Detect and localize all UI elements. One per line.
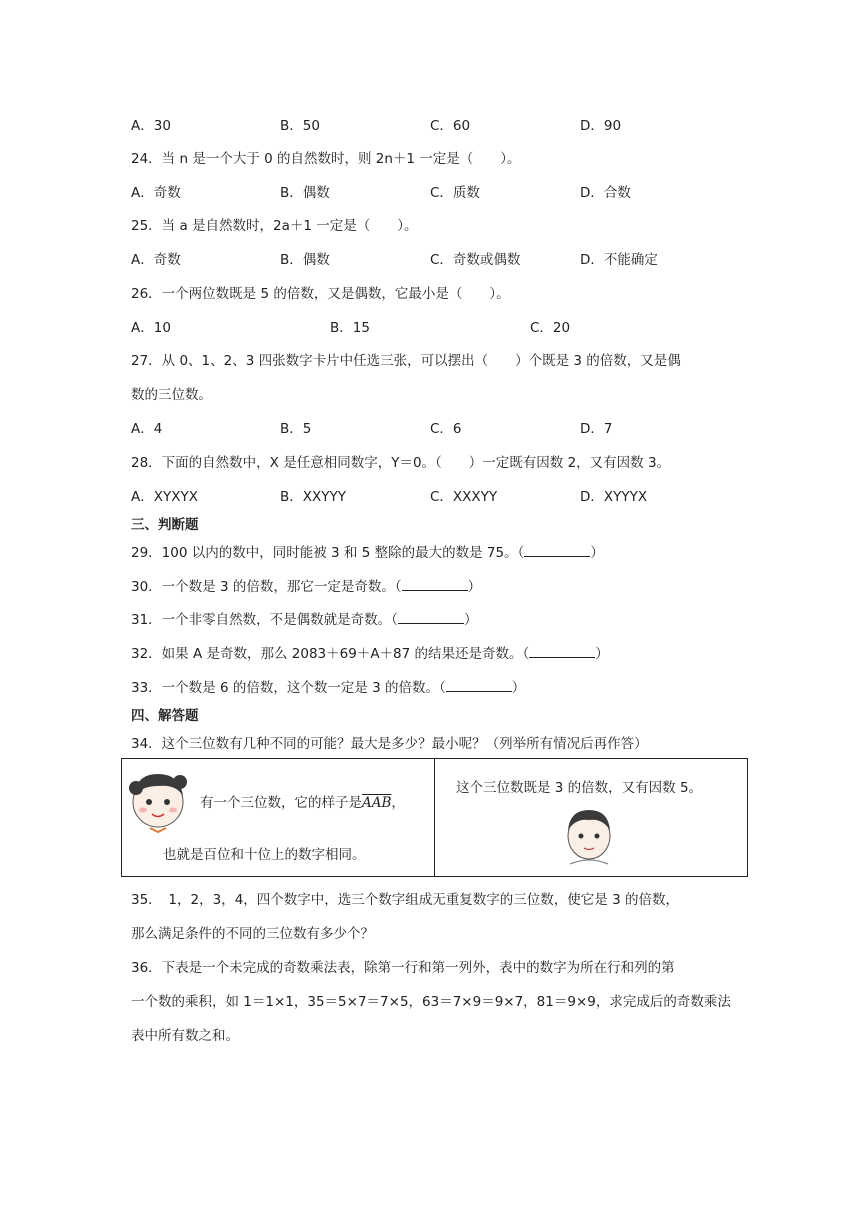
q36-line3: 表中所有数之和。 xyxy=(131,1028,239,1044)
q23-option-c: C．60 xyxy=(430,118,471,134)
q32-judge: 32．如果 A 是奇数，那么 2083＋69＋A＋87 的结果还是奇数。（ ） xyxy=(131,646,609,662)
q23-option-d: D．90 xyxy=(580,118,622,134)
q28-option-a: A．XYXYX xyxy=(131,489,198,505)
q27-option-d: D．7 xyxy=(580,421,613,437)
q34-stem: 34．这个三位数有几种不同的可能？最大是多少？最小呢？（列举所有情况后再作答） xyxy=(131,736,648,752)
q34-right-text: 这个三位数既是 3 的倍数，又有因数 5。 xyxy=(456,780,703,796)
q25-option-a: A．奇数 xyxy=(131,252,181,268)
q27-stem-line2: 数的三位数。 xyxy=(131,387,212,403)
answer-blank[interactable] xyxy=(402,577,468,591)
q31-judge: 31．一个非零自然数，不是偶数就是奇数。（ ） xyxy=(131,612,478,628)
q25-stem: 25．当 a 是自然数时，2a＋1 一定是（ ）。 xyxy=(131,218,418,234)
q24-option-c: C．质数 xyxy=(430,185,480,201)
girl-face-icon xyxy=(128,766,198,836)
section-title-judge: 三、判断题 xyxy=(131,517,199,533)
q25-option-b: B．偶数 xyxy=(280,252,330,268)
q27-option-a: A．4 xyxy=(131,421,163,437)
q28-stem: 28．下面的自然数中，X 是任意相同数字，Y＝0。（ ）一定既有因数 2，又有因数 3。 xyxy=(131,455,671,471)
q26-option-b: B．15 xyxy=(330,320,370,336)
q25-option-c: C．奇数或偶数 xyxy=(430,252,521,268)
q27-option-b: B．5 xyxy=(280,421,312,437)
answer-blank[interactable] xyxy=(529,644,595,658)
q26-stem: 26．一个两位数既是 5 的倍数，又是偶数，它最小是（ ）。 xyxy=(131,286,510,302)
q24-option-b: B．偶数 xyxy=(280,185,330,201)
q28-option-d: D．XYYYX xyxy=(580,489,648,505)
q24-option-a: A．奇数 xyxy=(131,185,181,201)
q25-option-d: D．不能确定 xyxy=(580,252,658,268)
q34-left-line2: 也就是百位和十位上的数字相同。 xyxy=(163,847,366,863)
q24-option-d: D．合数 xyxy=(580,185,631,201)
answer-blank[interactable] xyxy=(446,678,512,692)
q23-option-a: A．30 xyxy=(131,118,171,134)
q24-stem: 24．当 n 是一个大于 0 的自然数时，则 2n＋1 一定是（ ）。 xyxy=(131,151,521,167)
q27-stem-line1: 27．从 0、1、2、3 四张数字卡片中任选三张，可以摆出（ ）个既是 3 的倍数，又是偶 xyxy=(131,353,681,369)
q35-line1: 35． 1，2，3，4，四个数字中，选三个数字组成无重复数字的三位数，使它是 3 的倍数， xyxy=(131,892,679,908)
q34-left-line1: 有一个三位数，它的样子是$\overline{AAB}$， xyxy=(200,795,405,811)
q26-option-c: C．20 xyxy=(530,320,571,336)
q27-option-c: C．6 xyxy=(430,421,462,437)
q26-option-a: A．10 xyxy=(131,320,171,336)
q28-option-b: B．XXYYY xyxy=(280,489,346,505)
answer-blank[interactable] xyxy=(524,543,590,557)
q23-option-b: B．50 xyxy=(280,118,320,134)
q28-option-c: C．XXXYY xyxy=(430,489,498,505)
q34-figure-divider xyxy=(434,758,435,876)
q30-judge: 30．一个数是 3 的倍数，那它一定是奇数。（ ） xyxy=(131,579,482,595)
q33-judge: 33．一个数是 6 的倍数，这个数一定是 3 的倍数。（ ） xyxy=(131,680,526,696)
answer-blank[interactable] xyxy=(398,610,464,624)
q36-line2: 一个数的乘积，如 1＝1×1，35＝5×7＝7×5，63＝7×9＝9×7，81＝9×9，求完成后的奇数乘法 xyxy=(131,994,731,1010)
q29-judge: 29．100 以内的数中，同时能被 3 和 5 整除的最大的数是 75。（ ） xyxy=(131,545,604,561)
boy-face-icon xyxy=(560,806,618,868)
aab-overline-number: $\overline{AAB}$ xyxy=(362,795,392,811)
section-title-answer: 四、解答题 xyxy=(131,708,199,724)
q36-line1: 36．下表是一个未完成的奇数乘法表，除第一行和第一列外，表中的数字为所在行和列的第 xyxy=(131,960,675,976)
q35-line2: 那么满足条件的不同的三位数有多少个？ xyxy=(131,926,374,942)
